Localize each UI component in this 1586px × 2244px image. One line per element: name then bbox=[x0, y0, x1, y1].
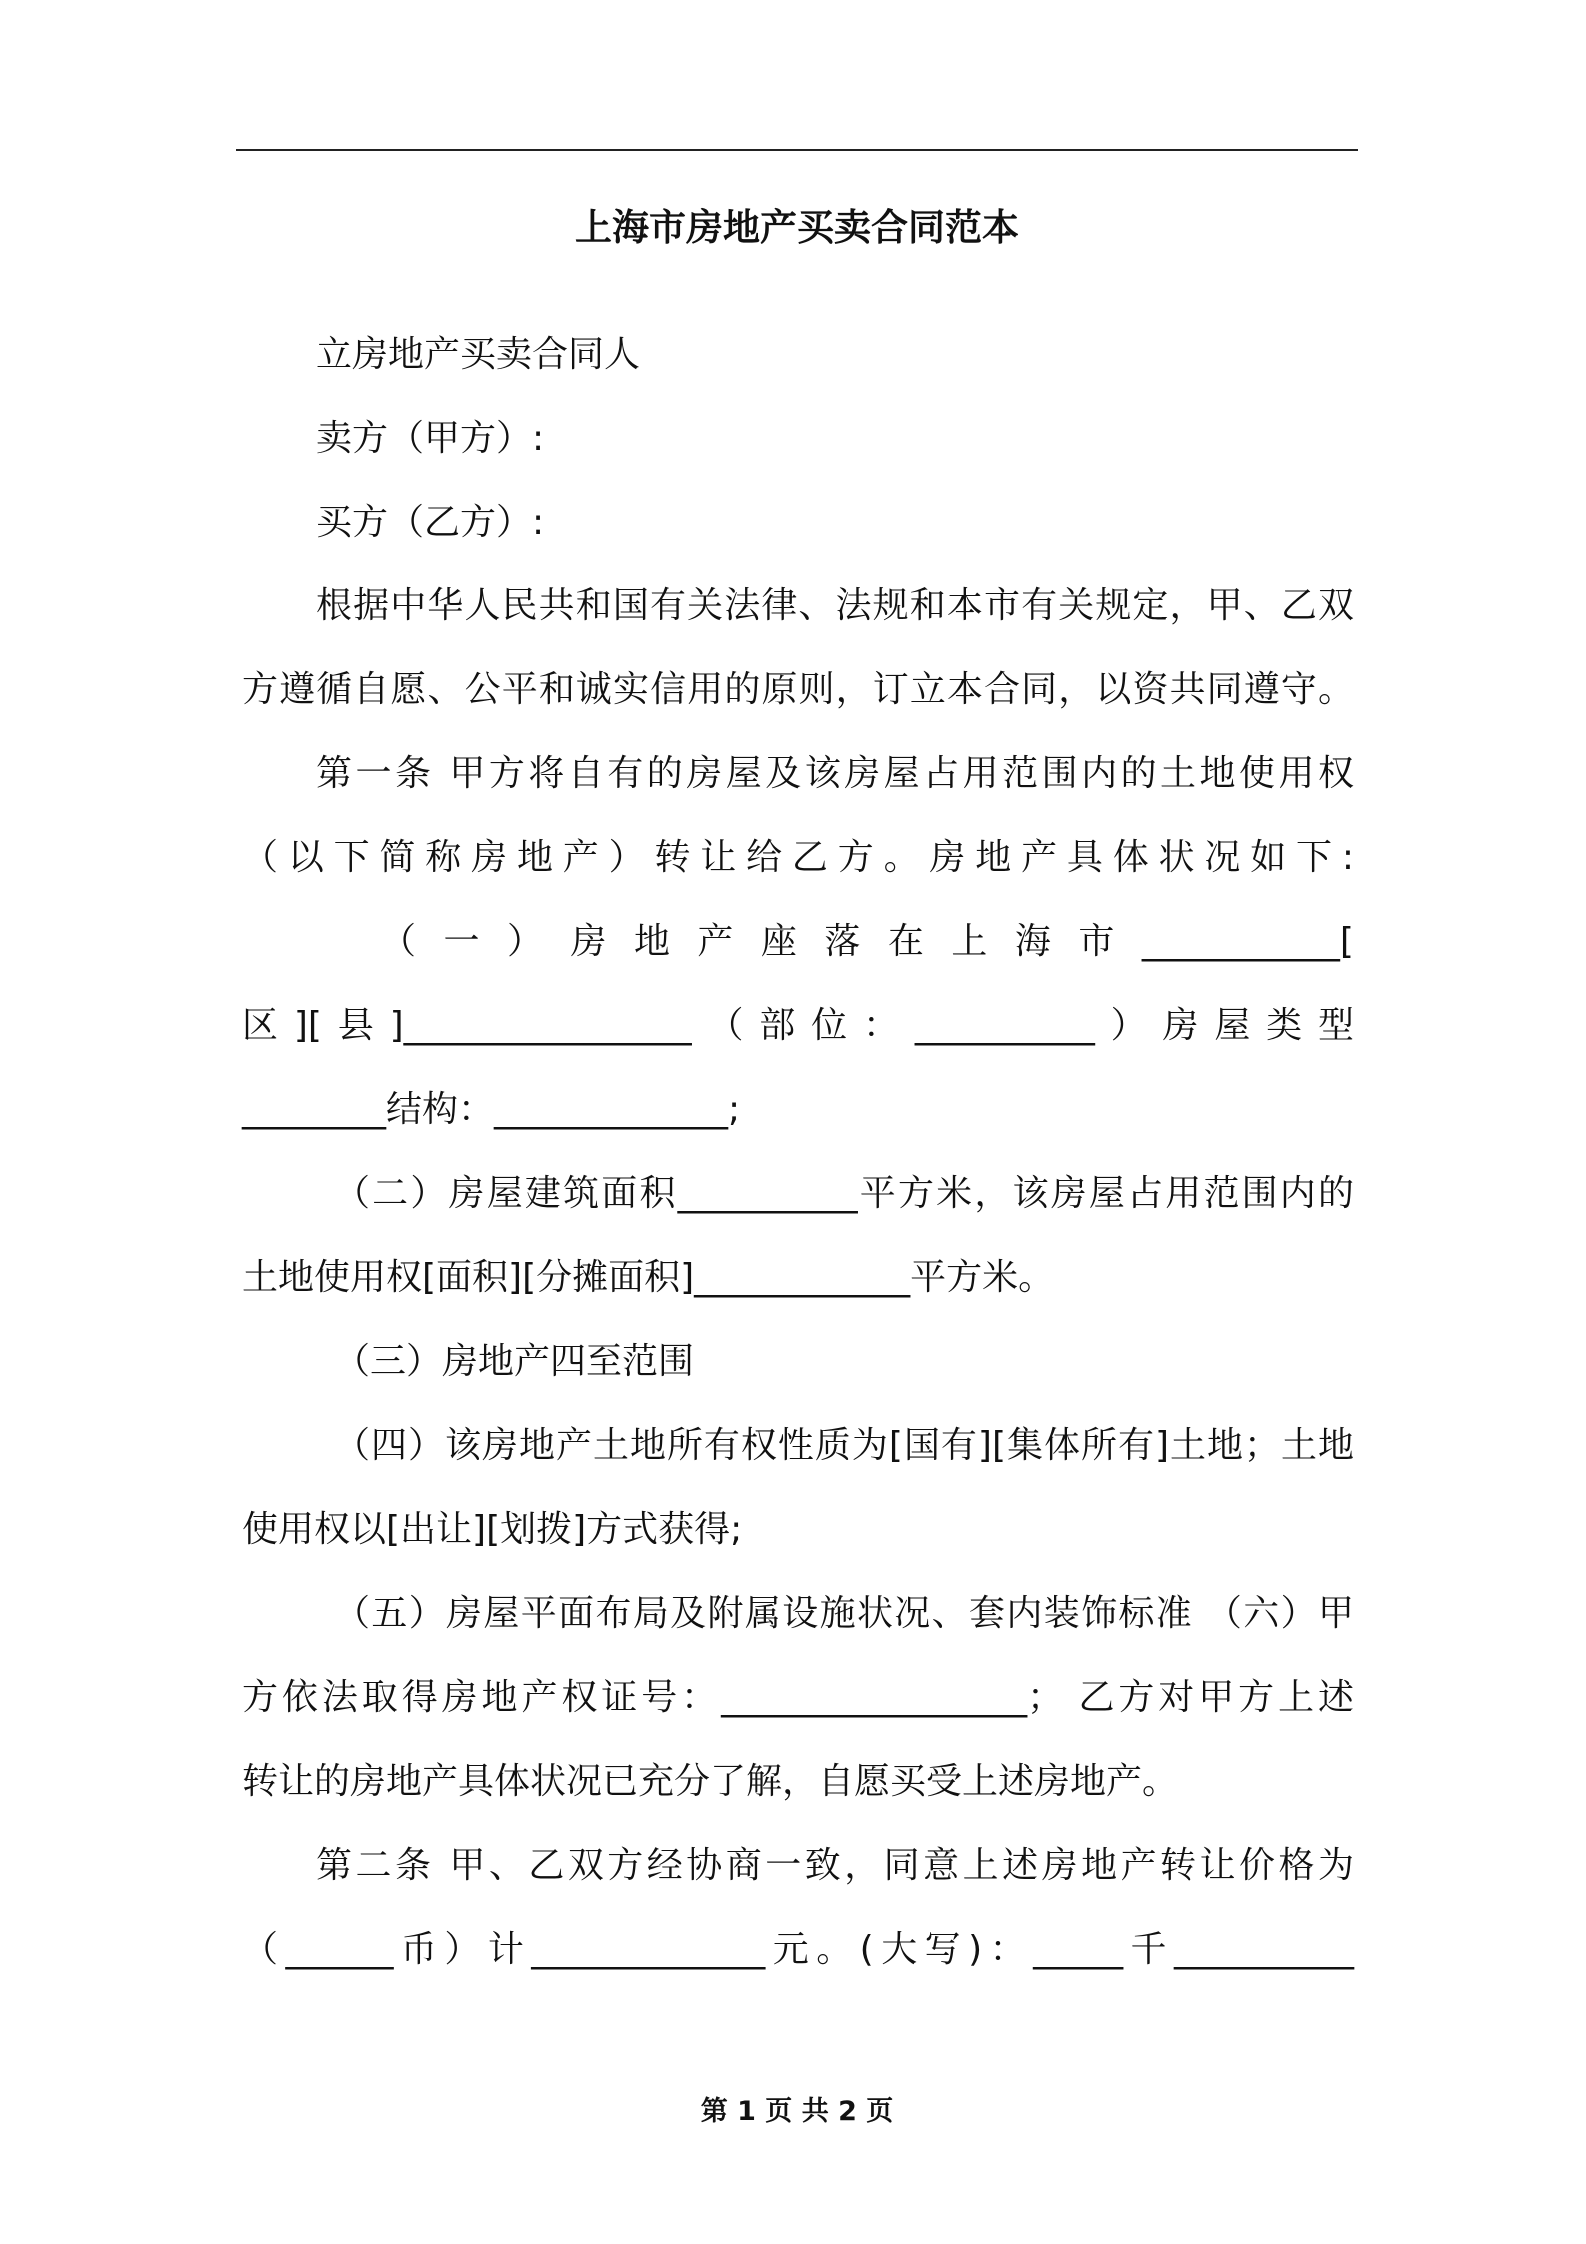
text-line: 转让的房地产具体状况已充分了解，自愿买受上述房地产。 bbox=[242, 1761, 1179, 1802]
text-line: 方依法取得房地产权证号：_________________； 乙方对甲方上述 bbox=[242, 1677, 1354, 1718]
text-line: （______币）计_____________元。(大写)：_____千__________ bbox=[242, 1929, 1354, 1970]
text-line: 根据中华人民共和国有关法律、法规和本市有关规定，甲、乙双 bbox=[316, 585, 1354, 626]
text-line-buyer: 买方（乙方）: bbox=[316, 502, 545, 543]
header-rule bbox=[236, 149, 1358, 151]
text-line-spaced: （ 一 ） 房 地 产 座 落 在 上 海 市 ___________[ bbox=[380, 921, 1354, 962]
document-title: 上海市房地产买卖合同范本 bbox=[575, 206, 1019, 249]
text-line: 土地使用权[面积][分摊面积]____________平方米。 bbox=[242, 1257, 1055, 1298]
text-line: 区][县]________________（部位：__________）房屋类型 bbox=[242, 1005, 1354, 1046]
text-line: （五）房屋平面布局及附属设施状况、套内装饰标准 （六）甲 bbox=[334, 1593, 1354, 1634]
text-line: ________结构：_____________; bbox=[242, 1089, 741, 1130]
text-line: （三）房地产四至范围 bbox=[334, 1341, 695, 1382]
text-line: （二）房屋建筑面积__________平方米，该房屋占用范围内的 bbox=[334, 1173, 1354, 1214]
article-2-heading: 第二条 甲、乙双方经协商一致，同意上述房地产转让价格为 bbox=[316, 1845, 1354, 1886]
text-line-seller: 卖方（甲方）: bbox=[316, 418, 545, 459]
text-line-contract-parties: 立房地产买卖合同人 bbox=[316, 334, 641, 375]
text-line: 方遵循自愿、公平和诚实信用的原则，订立本合同，以资共同遵守。 bbox=[242, 669, 1354, 710]
text-line: （四）该房地产土地所有权性质为[国有][集体所有]土地；土地 bbox=[334, 1425, 1354, 1466]
text-line: 使用权以[出让][划拨]方式获得; bbox=[242, 1509, 743, 1550]
article-1-heading: 第一条 甲方将自有的房屋及该房屋占用范围内的土地使用权 bbox=[316, 753, 1354, 794]
page-indicator: 第 1 页 共 2 页 bbox=[700, 2096, 894, 2127]
text-line: （以下简称房地产）转让给乙方。房地产具体状况如下: bbox=[242, 837, 1354, 878]
